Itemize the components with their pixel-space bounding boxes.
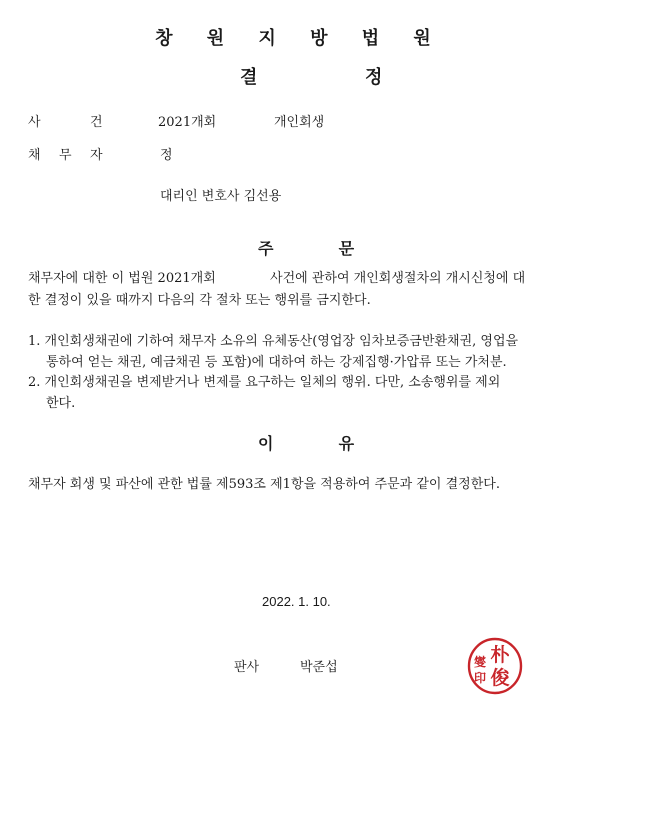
order-heading-left: 주 [258,239,274,258]
judge-seal [466,636,524,696]
case-number: 2021개회 [158,115,217,130]
case-label-char-2: 건 [90,115,103,130]
seal-char-3: 燮 [473,655,487,669]
attorney: 대리인 변호사 김선용 [160,189,282,204]
document-type [240,63,382,89]
order-item-2-line2: 한다. [46,396,76,411]
debtor-label-3: 자 [90,148,103,163]
document-type-left: 결 [240,67,258,88]
order-heading [258,236,354,259]
debtor-label-1: 채 [28,148,41,163]
reason-text: 채무자 회생 및 파산에 관한 법률 제593조 제1항을 적용하여 주문과 같이 결정한다. [28,477,500,492]
seal-char-1: 朴 [490,644,510,666]
court-name: 창 원 지 방 법 원 [155,28,445,49]
order-heading-right: 문 [338,239,355,258]
order-intro-line1-b: 사건에 관하여 개인회생절차의 개시신청에 대 [270,271,526,286]
debtor-name: 정 [160,148,173,163]
order-item-1-line2: 통하여 얻는 채권, 예금채권 등 포함)에 대하여 하는 강제집행·가압류 또는 가처분. [46,355,507,370]
reason-heading-right: 유 [338,434,355,453]
case-label-char-1: 사 [28,115,41,130]
debtor-label-2: 무 [59,148,72,163]
order-item-2-line1: 2. 개인회생채권을 변제받거나 변제를 요구하는 일체의 행위. 다만, 소송행위를 제외 [28,375,501,390]
order-item-1-line1: 1. 개인회생채권에 기하여 채무자 소유의 유체동산(영업장 임차보증금반환채권, 영업을 [28,334,519,349]
case-name: 개인회생 [274,115,325,130]
order-intro-line1-a: 채무자에 대한 이 법원 2021개회 [28,271,216,286]
case-label-2 [90,111,103,130]
reason-heading [258,431,354,454]
seal-char-4: 印 [473,671,487,685]
order-intro-line2: 한 결정이 있을 때까지 다음의 각 절차 또는 행위를 금지한다. [28,293,371,308]
document-type-right: 정 [364,67,383,88]
seal-char-2: 俊 [490,667,510,689]
reason-heading-left: 이 [258,434,274,453]
judge-name: 박준섭 [300,660,338,675]
order-intro-line1 [28,267,525,286]
case-label [28,111,41,130]
judge-title: 판사 [234,660,260,675]
decision-date: 2022. 1. 10. [262,594,331,609]
